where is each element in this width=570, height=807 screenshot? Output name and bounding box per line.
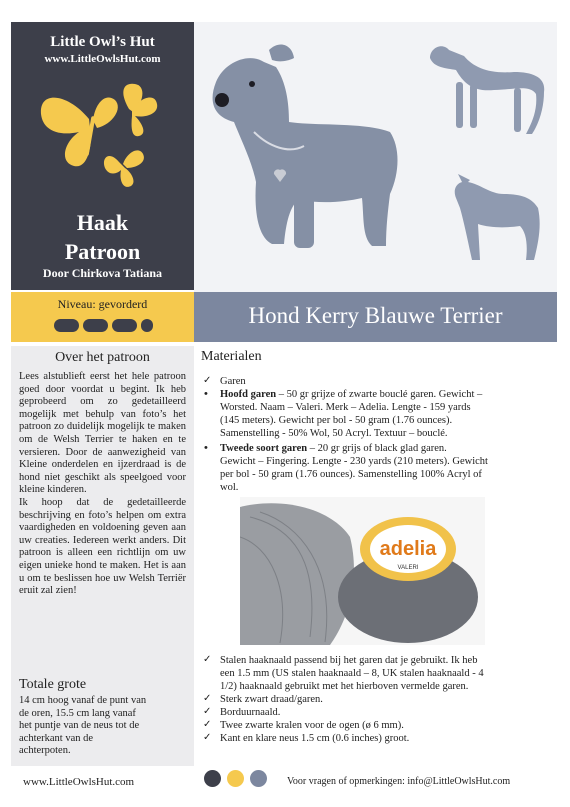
footer-url[interactable]: www.LittleOwlsHut.com (23, 776, 135, 788)
butterfly-icon (104, 150, 144, 187)
size-body (19, 695, 186, 758)
size-line: de oren, 15.5 cm lang vanaf (19, 707, 136, 719)
nose-item: Kant en klare neus 1.5 cm (0.6 inches) groot. (220, 733, 410, 744)
size-heading: Totale grote (19, 677, 87, 692)
about-body (19, 371, 186, 598)
wire-item: Sterk zwart draad/garen. (220, 694, 323, 705)
about-heading: Over het patroon (55, 350, 150, 365)
second-yarn-label: Tweede soort garen (220, 443, 308, 454)
level-pill (83, 319, 108, 332)
bullet-icon: • (204, 442, 208, 454)
butterfly-icon (123, 84, 157, 136)
main-yarn-line: Samenstelling - 50% Wol, 50 Acryl. Textuur – bouclé. (220, 428, 448, 439)
level-box (11, 292, 194, 342)
brand-url: www.LittleOwlsHut.com (44, 53, 161, 65)
author-line: Door Chirkova Tatiana (42, 266, 163, 280)
level-pill (54, 319, 79, 332)
level-pill (112, 319, 137, 332)
brand-name: Little Owl’s Hut (50, 34, 155, 50)
second-yarn-line: wol. (220, 482, 239, 493)
check-icon: ✓ (203, 375, 212, 386)
pattern-title (11, 208, 194, 266)
check-icon: ✓ (203, 719, 212, 730)
check-icon: ✓ (203, 732, 212, 743)
check-icon: ✓ (203, 706, 212, 717)
title-line: Patroon (64, 239, 141, 264)
about-paragraph: Ik hoop dat de gedetailleerde beschrijving en foto’s helpen om extra vaardigheden en voldoening geven aan uw creaties. Iedereen werkt anders. Dit patroon is alleen een richtlijn om uw eigen unieke hond te maken. Het is aan u om te beslissen hoe uw Welsh Terriër eruit zal zien! (19, 496, 186, 597)
product-photo (194, 22, 557, 292)
butterfly-icon (41, 97, 118, 166)
product-title: Hond Kerry Blauwe Terrier (248, 303, 503, 328)
beads-item: Twee zwarte kralen voor de ogen (ø 6 mm). (220, 720, 404, 731)
second-yarn-line (220, 442, 447, 455)
second-yarn-line: Gewicht – Fingering. Lengte - 230 yards (210 meters). Gewicht (220, 456, 488, 467)
bullet-icon: • (204, 388, 208, 400)
main-yarn-label: Hoofd garen (220, 389, 277, 400)
main-yarn-line: (145 meters). Gewicht per bol - 50 gram (1.76 ounces). (220, 415, 453, 426)
size-line: 14 cm hoog vanaf de punt van (19, 695, 147, 706)
level-text: Niveau: gevorderd (57, 297, 148, 311)
about-column (11, 346, 194, 766)
title-line: Haak (76, 210, 129, 235)
footer-contact[interactable]: Voor vragen of opmerkingen: info@LittleOwlsHut.com (287, 776, 511, 787)
needle-item: Borduurnaald. (220, 707, 281, 718)
second-yarn-line: per bol - 50 gram (1.76 ounces). Samenstelling 100% Acryl of (220, 469, 482, 480)
yarn-brand: adelia (379, 538, 437, 560)
second-yarn-text: – 20 gr grijs of black glad garen. (307, 443, 447, 454)
check-icon: ✓ (203, 654, 212, 665)
size-line: achterkant van de (19, 732, 94, 744)
footer-dot (227, 770, 244, 787)
check-icon: ✓ (203, 693, 212, 704)
main-yarn-line: Worsted. Naam – Valeri. Merk – Adelia. Lengte - 159 yards (220, 402, 471, 413)
brand-panel (11, 22, 194, 290)
size-line: achterpoten. (19, 745, 71, 757)
garen-item: Garen (220, 376, 246, 387)
butterflies-logo (39, 74, 159, 204)
footer-dot (250, 770, 267, 787)
materials-heading: Materialen (201, 349, 262, 364)
main-yarn-text: – 50 gr grijze of zwarte bouclé garen. Gewicht – (276, 389, 483, 400)
hook-line: een 1.5 mm (US stalen haaknaald – 8, UK stalen haaknaald - 4 (220, 668, 484, 679)
product-title-bar (194, 292, 557, 342)
yarn-photo (240, 497, 485, 645)
about-paragraph: Lees alstublieft eerst het hele patroon goed door voordat u begint. Ik heb geprobeerd om zo gedetailleerd mogelijk met behulp van foto’s het patroon zo duidelijk mogelijk te maken om de Welsh Terrier te haken en te versieren. Door de aanwezigheid van Kleine onderdelen en ijzerdraad is de hond niet geschikt als speelgoed voor kleine kinderen. (19, 371, 186, 496)
footer-dot (204, 770, 221, 787)
hook-line: 1/2) haaknaald gebruikt met het hierboven vermelde garen. (220, 681, 469, 692)
yarn-name: VALERI (397, 565, 419, 571)
main-yarn-line (220, 388, 482, 401)
size-line: het puntje van de neus tot de (19, 720, 140, 732)
hook-line: Stalen haaknaald passend bij het garen dat je gebruikt. Ik heb (220, 655, 478, 666)
level-pill (141, 319, 153, 332)
